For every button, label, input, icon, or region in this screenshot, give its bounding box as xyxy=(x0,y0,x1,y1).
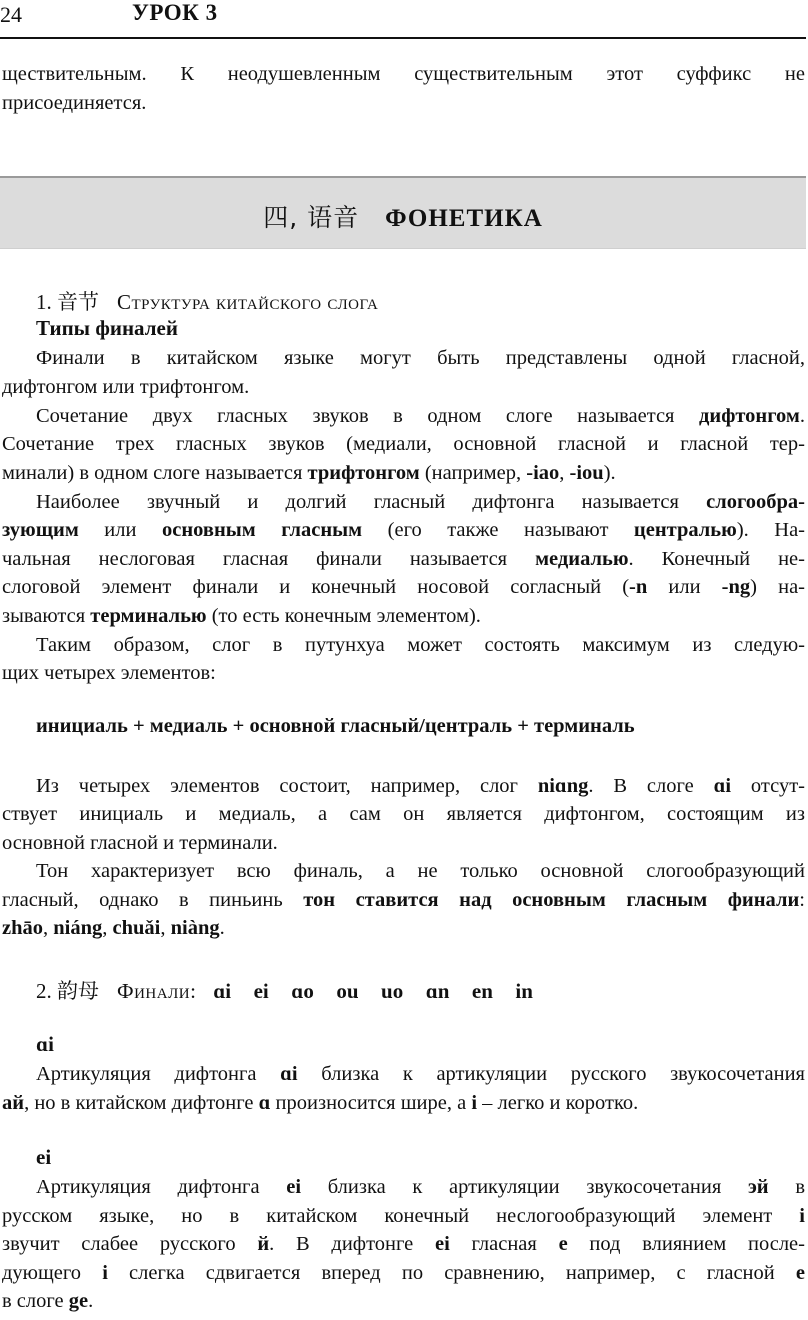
p3-line-2: зующим или основным гласным (его также называют централью). На- xyxy=(2,519,805,541)
page-number: 24 xyxy=(0,2,22,27)
subsection-2-cn: 韵母 xyxy=(57,979,99,1003)
syllable-formula: инициаль + медиаль + основной гласный/централь + терминаль xyxy=(36,715,635,737)
p4-line-1: Таким образом, слог в путунхуа может состоять максимум из следую- xyxy=(36,634,805,656)
subsection-2-colon: : xyxy=(190,979,196,1003)
intro-line-2: присоединяется. xyxy=(2,92,147,114)
p5-line-3: основной гласной и терминали. xyxy=(2,832,278,854)
final-ai-heading: ɑi xyxy=(36,1032,54,1056)
p2-line-2: Сочетание трех гласных звуков (медиали, основной гласной и гласной тер- xyxy=(2,433,805,455)
page-header xyxy=(0,0,808,40)
p6-line-2: гласный, однако в пиньинь тон ставится над основным гласным финали: xyxy=(2,889,805,911)
p2-line-1: Сочетание двух гласных звуков в одном слоге называется дифтонгом. xyxy=(36,405,805,427)
p5-line-2: ствует инициаль и медиаль, а сам он является дифтонгом, состоящим из xyxy=(2,803,805,825)
subsection-2-heading xyxy=(36,975,533,1005)
ai-line-1: Артикуляция дифтонга ɑi близка к артикуляции русского звукосочетания xyxy=(36,1063,805,1085)
ai-line-2: ай, но в китайском дифтонге ɑ произносится шире, а i – легко и коротко. xyxy=(2,1092,639,1114)
p1-line-2: дифтонгом или трифтонгом. xyxy=(2,376,250,398)
subsection-1-cn: 音节 xyxy=(57,290,99,314)
finals-list: ɑi ei ɑo ou uo ɑn en in xyxy=(213,979,533,1003)
subsection-2-title: Финали xyxy=(117,979,191,1003)
p3-line-1: Наиболее звучный и долгий гласный дифтонга называется слогообра- xyxy=(36,491,805,513)
p6-line-1: Тон характеризует всю финаль, а не только основной слогообразующий xyxy=(36,860,805,882)
section-number-cn: 四, 语音 xyxy=(263,203,360,232)
types-heading: Типы финалей xyxy=(36,316,178,340)
lesson-title: УРОК 3 xyxy=(132,0,218,25)
intro-line-1: ществительным. К неодушевленным существительным этот суффикс не xyxy=(2,63,805,85)
ei-line-4: дующего i слегка сдвигается вперед по сравнению, например, с гласной e xyxy=(2,1262,806,1284)
p3-line-3: чальная неслоговая гласная финали называется медиалью. Конечный не- xyxy=(2,548,805,570)
p6-line-3: zhāo, niáng, chuǎi, niàng. xyxy=(2,917,225,939)
p4-line-2: щих четырех элементов: xyxy=(2,662,216,684)
p3-line-4: слоговой элемент финали и конечный носовой согласный (-n или -ng) на- xyxy=(2,576,805,598)
subsection-2-number: 2. xyxy=(36,979,52,1003)
ei-line-2: русском языке, но в китайском конечный неслогообразующий элемент i xyxy=(2,1205,805,1227)
p2-line-3: минали) в одном слоге называется трифтонгом (например, -iao, -iou). xyxy=(2,462,616,484)
section-banner xyxy=(0,176,806,249)
subsection-1-title: Структура китайского слога xyxy=(117,290,379,314)
subsection-1-heading xyxy=(36,286,378,316)
section-title-text: ФОНЕТИКА xyxy=(385,205,543,232)
section-title xyxy=(0,198,806,234)
p5-line-1: Из четырех элементов состоит, например, слог niɑng. В слоге ɑi отсут- xyxy=(36,775,805,797)
ei-line-3: звучит слабее русского й. В дифтонге ei гласная e под влиянием после- xyxy=(2,1233,805,1255)
final-ei-heading: ei xyxy=(36,1145,52,1169)
ei-line-5: в слоге ge. xyxy=(2,1290,94,1312)
p3-line-5: зываются терминалью (то есть конечным элементом). xyxy=(2,605,481,627)
p1-line-1: Финали в китайском языке могут быть представлены одной гласной, xyxy=(36,347,805,369)
subsection-1-number: 1. xyxy=(36,290,52,314)
ei-line-1: Артикуляция дифтонга ei близка к артикуляции звукосочетания эй в xyxy=(36,1176,805,1198)
header-rule xyxy=(0,37,806,39)
